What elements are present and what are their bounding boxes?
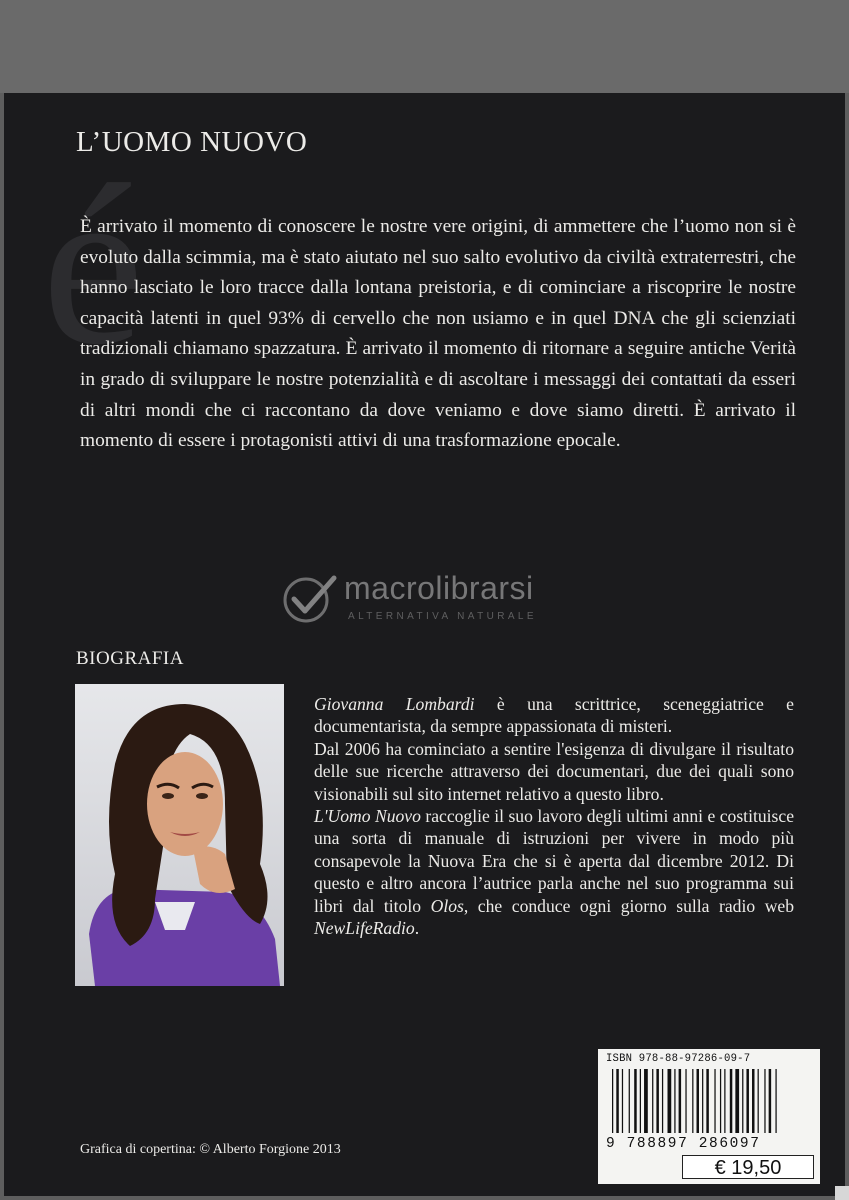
barcode-digits: 9 788897 286097 (606, 1136, 761, 1152)
book-title: L’UOMO NUOVO (76, 126, 308, 158)
radio-name: NewLifeRadio (314, 918, 415, 939)
watermark-name: macrolibrarsi (344, 570, 534, 606)
program-name: Olos (430, 895, 464, 916)
intro-paragraph: È arrivato il momento di conoscere le nostre vere origini, di ammettere che l’uomo non si è evoluto dalla scimmia, ma è stato aiutato nel suo salto evolutivo da civiltà extraterrestri, che hanno lasciato le loro tracce dalla lontana preistoria, e di cominciare a riscoprire le nostre capacità latenti in quel 93% di cervello che non usiamo e in quel DNA che gli scienziati tradizionali chiamano spazzatura. È arrivato il momento di ritornare a seguire antiche Verità in grado di sviluppare le nostre potenzialità e di ascoltare i messaggi dei contattati da esseri di altri mondi che ci raccontano da dove veniamo e dove siamo diretti. È arrivato il momento di essere i protagonisti attivi di una trasformazione epocale. (80, 216, 796, 452)
decorative-e-accent: é (42, 137, 145, 392)
biography-heading: BIOGRAFIA (76, 648, 184, 669)
price-tag: € 19,50 (682, 1155, 814, 1179)
bio-paragraph-1: Giovanna Lombardi è una scrittrice, sceneggiatrice e documentarista, da sempre appassionata di misteri. (314, 694, 794, 737)
barcode (604, 1069, 814, 1135)
biography-text (314, 693, 794, 939)
intro-text (80, 212, 796, 457)
barcode-box (598, 1049, 820, 1184)
author-name: Giovanna Lombardi (314, 694, 475, 714)
watermark-tagline: ALTERNATIVA NATURALE (348, 611, 537, 622)
top-band (0, 0, 849, 93)
bio-paragraph-3: L'Uomo Nuovo raccoglie il suo lavoro degli ultimi anni e costituisce una sorta di manuale di istruzioni per vivere in modo più consapevole la Nuova Era che si è aperta dal dicembre 2012. Di questo e altro ancora l’autrice parla anche nel suo programma sui libri dal titolo Olos, che conduce ogni giorno sulla radio web NewLifeRadio. (314, 806, 795, 939)
author-photo (75, 684, 284, 986)
book-title-italic: L'Uomo Nuovo (314, 806, 421, 827)
watermark-logo (278, 572, 578, 628)
bio-paragraph-2: Dal 2006 ha cominciato a sentire l'esigenza di divulgare il risultato delle sue ricerche attraverso dei documentari, due dei quali sono visionabili sul sito internet relativo a questo libro. (314, 738, 794, 804)
checkmark-circle-icon (278, 572, 340, 624)
page-corner (835, 1186, 849, 1200)
cover-credit: Grafica di copertina: © Alberto Forgione 2013 (80, 1142, 341, 1157)
isbn-label: ISBN 978-88-97286-09-7 (606, 1053, 751, 1065)
